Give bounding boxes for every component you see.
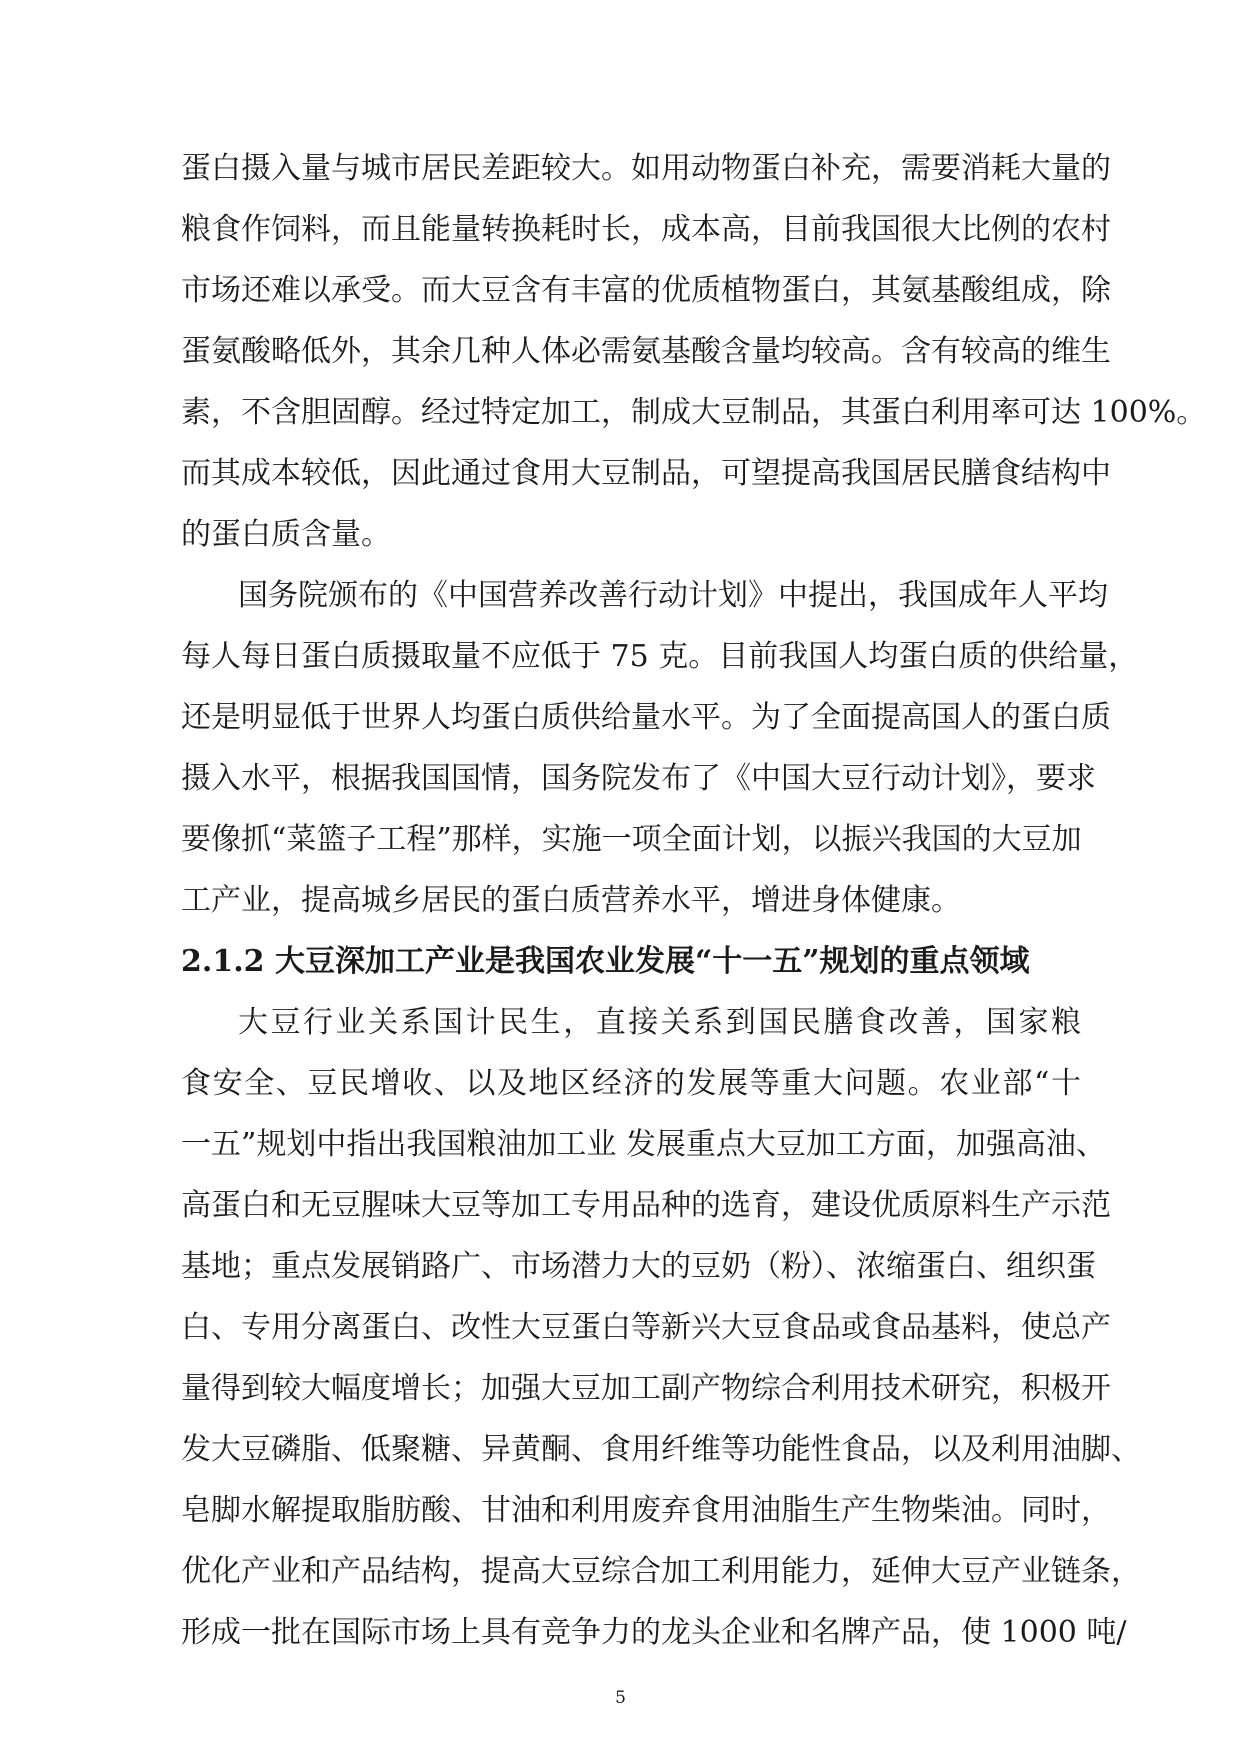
- body-text-line: 白、专用分离蛋白、改性大豆蛋白等新兴大豆食品或食品基料，使总产: [181, 1310, 1111, 1345]
- page-number: 5: [615, 1688, 626, 1708]
- body-text-line: 基地；重点发展销路广、市场潜力大的豆奶（粉）、浓缩蛋白、组织蛋: [181, 1249, 1096, 1284]
- body-text-line: 要像抓“菜篮子工程”那样，实施一项全面计划，以振兴我国的大豆加: [181, 822, 1082, 857]
- body-text-line: 蛋白摄入量与城市居民差距较大。如用动物蛋白补充，需要消耗大量的: [181, 151, 1111, 186]
- body-text-line: 一五”规划中指出我国粮油加工业 发展重点大豆加工方面，加强高油、: [181, 1127, 1106, 1162]
- body-text-line: 食安全、豆民增收、以及地区经济的发展等重大问题。农业部“十: [181, 1066, 1081, 1101]
- body-text-line: 每人每日蛋白质摄取量不应低于 75 克。目前我国人均蛋白质的供给量，: [181, 639, 1139, 674]
- body-text-line: 市场还难以承受。而大豆含有丰富的优质植物蛋白，其氨基酸组成，除: [181, 273, 1111, 308]
- body-text-line: 而其成本较低，因此通过食用大豆制品，可望提高我国居民膳食结构中: [181, 456, 1111, 491]
- body-text-line: 蛋氨酸略低外，其余几种人体必需氨基酸含量均较高。含有较高的维生: [181, 334, 1111, 369]
- body-text-line: 皂脚水解提取脂肪酸、甘油和利用废弃食用油脂生产生物柴油。同时，: [181, 1493, 1111, 1528]
- body-text-line: 的蛋白质含量。: [181, 517, 391, 552]
- body-text-line: 大豆行业关系国计民生，直接关系到国民膳食改善，国家粮: [238, 1005, 1081, 1040]
- section-heading: 2.1.2 大豆深加工产业是我国农业发展“十一五”规划的重点领域: [181, 944, 1030, 979]
- body-text-line: 粮食作饲料，而且能量转换耗时长，成本高，目前我国很大比例的农村: [181, 212, 1111, 247]
- body-text-line: 发大豆磷脂、低聚糖、异黄酮、食用纤维等功能性食品，以及利用油脚、: [181, 1432, 1141, 1467]
- body-text-line: 量得到较大幅度增长；加强大豆加工副产物综合利用技术研究，积极开: [181, 1371, 1111, 1406]
- body-text-line: 高蛋白和无豆腥味大豆等加工专用品种的选育，建设优质原料生产示范: [181, 1188, 1111, 1223]
- body-text-line: 工产业，提高城乡居民的蛋白质营养水平，增进身体健康。: [181, 883, 961, 918]
- body-text-line: 形成一批在国际市场上具有竞争力的龙头企业和名牌产品，使 1000 吨/: [181, 1615, 1127, 1650]
- body-text-line: 还是明显低于世界人均蛋白质供给量水平。为了全面提高国人的蛋白质: [181, 700, 1111, 735]
- body-text-line: 国务院颁布的《中国营养改善行动计划》中提出，我国成年人平均: [238, 578, 1108, 613]
- body-text-line: 摄入水平，根据我国国情，国务院发布了《中国大豆行动计划》，要求: [181, 761, 1096, 796]
- body-text-line: 优化产业和产品结构，提高大豆综合加工利用能力，延伸大豆产业链条，: [181, 1554, 1141, 1589]
- body-text-line: 素，不含胆固醇。经过特定加工，制成大豆制品，其蛋白利用率可达 100%。: [181, 395, 1207, 430]
